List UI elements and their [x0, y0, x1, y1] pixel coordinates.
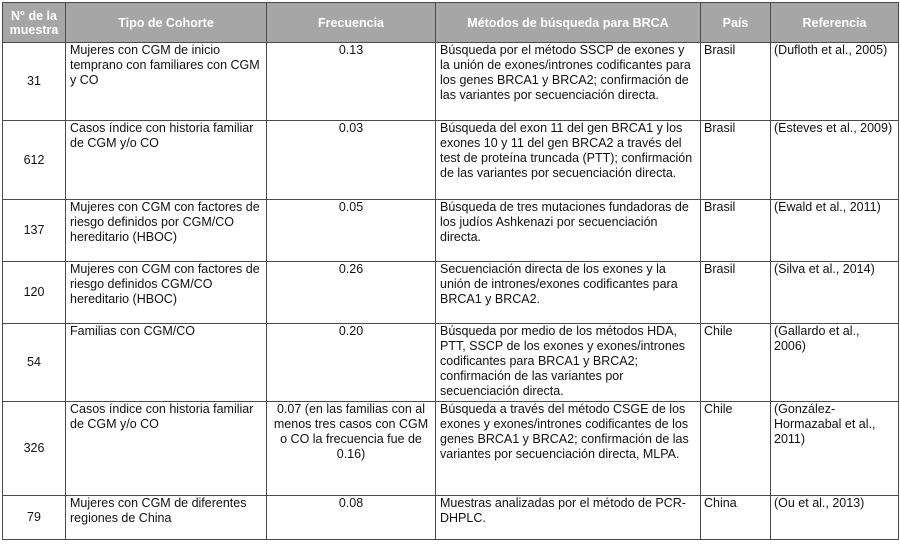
cohort-type-cell: Casos índice con historia familiar de CGM y/o CO	[66, 121, 267, 200]
cohort-type-cell: Mujeres con CGM de inicio temprano con familiares con CGM y CO	[66, 43, 267, 121]
cohort-type-cell: Mujeres con CGM con factores de riesgo definidos CGM/CO hereditario (HBOC)	[66, 262, 267, 324]
country-cell: Chile	[701, 324, 771, 402]
reference-cell: (González-Hormazabal et al., 2011)	[771, 402, 899, 496]
methods-cell: Búsqueda por el método SSCP de exones y la unión de exones/intrones codificantes para los genes BRCA1 y BRCA2; confirmación de las variantes por secuenciación directa.	[436, 43, 701, 121]
sample-number-cell: 31	[3, 43, 66, 121]
cohort-type-cell: Familias con CGM/CO	[66, 324, 267, 402]
frequency-cell: 0.08	[267, 496, 436, 540]
frequency-cell: 0.05	[267, 200, 436, 262]
sample-number-cell: 54	[3, 324, 66, 402]
sample-number-cell: 120	[3, 262, 66, 324]
sample-number-cell: 326	[3, 402, 66, 496]
frequency-cell: 0.26	[267, 262, 436, 324]
frequency-cell: 0.03	[267, 121, 436, 200]
methods-cell: Muestras analizadas por el método de PCR-DHPLC.	[436, 496, 701, 540]
country-cell: Brasil	[701, 262, 771, 324]
country-cell: China	[701, 496, 771, 540]
reference-cell: (Silva et al., 2014)	[771, 262, 899, 324]
cohort-type-cell: Casos índice con historia familiar de CGM y/o CO	[66, 402, 267, 496]
reference-cell: (Ou et al., 2013)	[771, 496, 899, 540]
header-country: País	[701, 3, 771, 43]
frequency-cell: 0.13	[267, 43, 436, 121]
country-cell: Brasil	[701, 43, 771, 121]
country-cell: Brasil	[701, 200, 771, 262]
table-row	[3, 262, 899, 324]
methods-cell: Búsqueda a través del método CSGE de los exones y exones/intrones codificantes de los genes BRCA1 y BRCA2; confirmación de las variantes por secuenciación directa, MLPA.	[436, 402, 701, 496]
cohort-type-cell: Mujeres con CGM de diferentes regiones de China	[66, 496, 267, 540]
reference-cell: (Dufloth et al., 2005)	[771, 43, 899, 121]
reference-cell: (Ewald et al., 2011)	[771, 200, 899, 262]
sample-number-cell: 79	[3, 496, 66, 540]
header-cohort-type: Tipo de Cohorte	[66, 3, 267, 43]
header-frequency: Frecuencia	[267, 3, 436, 43]
table-row	[3, 200, 899, 262]
methods-cell: Secuenciación directa de los exones y la unión de intrones/exones codificantes para BRCA1 y BRCA2.	[436, 262, 701, 324]
table-row	[3, 43, 899, 121]
brca-studies-table	[2, 2, 899, 540]
cohort-type-cell: Mujeres con CGM con factores de riesgo definidos por CGM/CO hereditario (HBOC)	[66, 200, 267, 262]
header-reference: Referencia	[771, 3, 899, 43]
table-row	[3, 402, 899, 496]
methods-cell: Búsqueda por medio de los métodos HDA, PTT, SSCP de los exones y exones/intrones codificantes para BRCA1 y BRCA2; confirmación de las variantes por secuenciación directa.	[436, 324, 701, 402]
methods-cell: Búsqueda del exon 11 del gen BRCA1 y los exones 10 y 11 del gen BRCA2 a través del test de proteína truncada (PTT); confirmación de las variantes por secuenciación directa.	[436, 121, 701, 200]
table-row	[3, 121, 899, 200]
header-methods: Métodos de búsqueda para BRCA	[436, 3, 701, 43]
table-row	[3, 496, 899, 540]
methods-cell: Búsqueda de tres mutaciones fundadoras de los judíos Ashkenazi por secuenciación directa.	[436, 200, 701, 262]
sample-number-cell: 612	[3, 121, 66, 200]
country-cell: Chile	[701, 402, 771, 496]
reference-cell: (Gallardo et al., 2006)	[771, 324, 899, 402]
reference-cell: (Esteves et al., 2009)	[771, 121, 899, 200]
frequency-cell: 0.20	[267, 324, 436, 402]
frequency-cell: 0.07 (en las familias con al menos tres casos con CGM o CO la frecuencia fue de 0.16)	[267, 402, 436, 496]
country-cell: Brasil	[701, 121, 771, 200]
sample-number-cell: 137	[3, 200, 66, 262]
table-row	[3, 324, 899, 402]
header-sample-number: N° de la muestra	[3, 3, 66, 43]
header-row	[3, 3, 899, 43]
